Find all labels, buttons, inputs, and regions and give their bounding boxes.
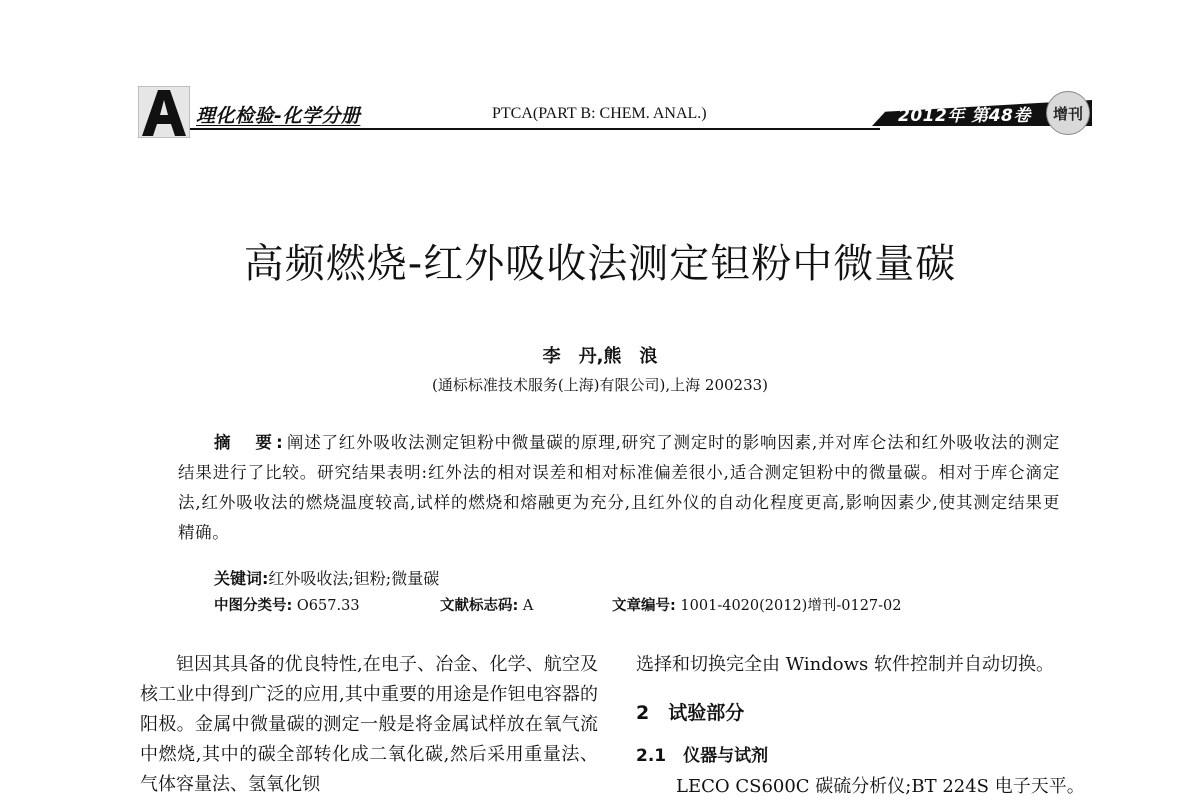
doc-code-label: 文献标志码:	[440, 598, 519, 614]
body-right-column	[636, 650, 1096, 802]
instruments-text: LECO CS600C 碳硫分析仪;BT 224S 电子天平。	[676, 776, 1085, 797]
journal-logo-icon	[138, 86, 190, 138]
section-heading-2: 2 试验部分	[636, 702, 745, 724]
article-title: 高频燃烧-红外吸收法测定钽粉中微量碳	[243, 241, 957, 287]
issue-label: 2012年 第48卷	[898, 106, 1031, 126]
keywords-label: 关键词:	[214, 569, 269, 588]
clc-label: 中图分类号:	[214, 598, 293, 614]
journal-name-cn: 理化检验-化学分册	[196, 105, 361, 127]
body-left-column: 钽因其具备的优良特性,在电子、冶金、化学、航空及核工业中得到广泛的应用,其中重要的用途是作钽电容器的阳极。金属中微量碳的测定一般是将金属试样放在氧气流中燃烧,其中的碳全部转化成二氧化碳,然后采用重量法、气体容量法、氢氧化钡	[140, 654, 598, 795]
author-affiliation: (通标标准技术服务(上海)有限公司),上海 200233)	[431, 376, 769, 394]
doc-code-field	[440, 594, 533, 615]
right-continuation-text: 选择和切换完全由 Windows 软件控制并自动切换。	[636, 654, 1054, 675]
keywords	[214, 566, 439, 589]
clc-field	[214, 594, 360, 615]
logo-a-glyph	[138, 86, 190, 138]
journal-name-en: PTCA(PART B: CHEM. ANAL.)	[492, 105, 707, 122]
article-number-field	[612, 594, 902, 615]
section-heading-2-1: 2.1 仪器与试剂	[636, 746, 769, 766]
article-number-label: 文章编号:	[612, 598, 676, 614]
doc-code-value: A	[522, 598, 534, 614]
clc-value: O657.33	[296, 598, 360, 614]
abstract	[178, 428, 1060, 548]
abstract-text: 阐述了红外吸收法测定钽粉中微量碳的原理,研究了测定时的影响因素,并对库仑法和红外吸收法的测定结果进行了比较。研究结果表明:红外法的相对误差和相对标准偏差很小,适合测定钽粉中的微量碳。相对于库仑滴定法,红外吸收法的燃烧温度较高,试样的燃烧和熔融更为充分,且红外仪的自动化程度更高,影响因素少,使其测定结果更精确。	[178, 433, 1060, 542]
article-number-value: 1001-4020(2012)增刊-0127-02	[680, 598, 902, 614]
supplement-badge: 增刊	[1046, 91, 1090, 135]
abstract-label: 摘 要:	[214, 433, 287, 452]
keywords-text: 红外吸收法;钽粉;微量碳	[268, 569, 440, 588]
header-rule	[190, 128, 880, 130]
article-authors: 李 丹,熊 浪	[542, 346, 658, 367]
